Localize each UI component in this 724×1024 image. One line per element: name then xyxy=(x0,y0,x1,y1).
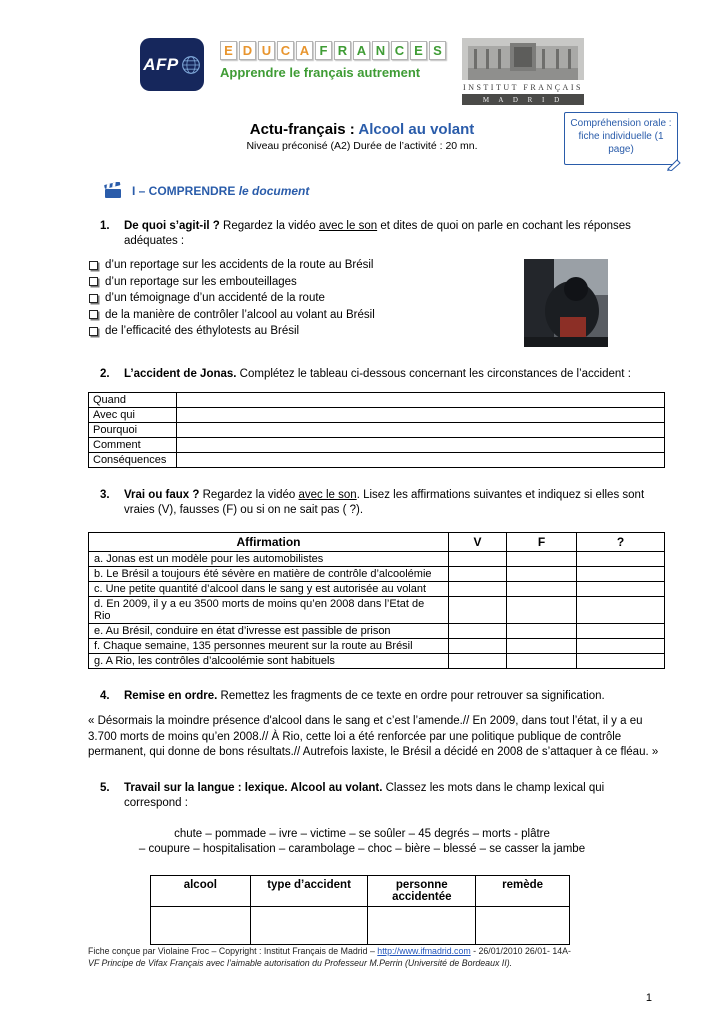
clapperboard-icon xyxy=(104,182,124,199)
letter-box: R xyxy=(334,41,351,60)
checkbox-option[interactable] xyxy=(88,257,524,274)
column-header-alcool: alcool xyxy=(151,875,251,906)
letter-box: E xyxy=(410,41,427,60)
row-label: Pourquoi xyxy=(89,423,177,438)
checkbox-option[interactable] xyxy=(88,307,524,324)
checkbox-option[interactable] xyxy=(88,274,524,291)
footer-credit-line: VF Principe de Vifax Français avec l’aimable autorisation du Professeur M.Perrin (Université de Bordeaux II). xyxy=(88,957,513,968)
letter-box: C xyxy=(277,41,294,60)
empty-cell xyxy=(507,552,577,567)
column-header-f: F xyxy=(507,533,577,552)
question-lead: L’accident de Jonas. xyxy=(124,368,237,380)
word-list xyxy=(0,827,724,857)
ifmadrid-link[interactable]: http://www.ifmadrid.com xyxy=(377,946,471,956)
column-header-unknown: ? xyxy=(577,533,665,552)
row-label: Avec qui xyxy=(89,408,177,423)
affirmation-cell: b. Le Brésil a toujours été sévère en matière de contrôle d’alcoolémie xyxy=(89,567,449,582)
tagline: Apprendre le français autrement xyxy=(220,65,421,80)
question-lead: De quoi s’agit-il ? xyxy=(124,220,220,232)
question-lead: Travail sur la langue : lexique. xyxy=(124,781,288,794)
pen-icon xyxy=(667,158,682,171)
section-heading xyxy=(104,182,724,199)
question-number: 1. xyxy=(100,220,110,232)
true-false-table xyxy=(88,532,665,669)
empty-cell xyxy=(476,906,570,944)
footer-text: Fiche conçue par Violaine Froc – Copyright : Institut Français de Madrid – xyxy=(88,946,378,956)
question-lead-2: Alcool au volant. xyxy=(287,781,383,794)
subtitle: Niveau préconisé (A2) Durée de l’activité : 20 mn. xyxy=(246,140,478,152)
affirmation-cell: d. En 2009, il y a eu 3500 morts de moins qu’en 2008 dans l’Etat de Rio xyxy=(89,597,449,624)
checkbox-icon[interactable] xyxy=(89,327,98,336)
question-5 xyxy=(100,781,662,811)
letter-box: S xyxy=(429,41,446,60)
question-number: 5. xyxy=(100,781,110,794)
title-topic: Alcool au volant xyxy=(358,121,475,138)
letter-box: A xyxy=(353,41,370,60)
question-lead: Remise en ordre. xyxy=(124,690,218,702)
question-number: 3. xyxy=(100,489,110,501)
header xyxy=(0,0,724,105)
table-row xyxy=(89,582,665,597)
empty-cell xyxy=(368,906,476,944)
footer xyxy=(88,946,670,969)
empty-cell xyxy=(577,654,665,669)
option-label: de l’efficacité des éthylotests au Brésil xyxy=(105,325,300,337)
question-2 xyxy=(100,367,662,382)
empty-cell xyxy=(177,438,665,453)
empty-cell xyxy=(577,567,665,582)
table-row xyxy=(89,408,665,423)
option-label: de la manière de contrôler l’alcool au volant au Brésil xyxy=(105,308,375,321)
table-row xyxy=(89,423,665,438)
empty-cell xyxy=(507,582,577,597)
section-label: I – COMPRENDRE xyxy=(132,183,236,198)
empty-cell xyxy=(177,393,665,408)
educafrances-letters xyxy=(220,41,446,60)
comprehension-box-text: Compréhension orale : fiche individuelle (1 page) xyxy=(570,118,672,155)
option-label: d’un témoignage d’un accidenté de la route xyxy=(105,292,325,304)
affirmation-cell: g. A Rio, les contrôles d’alcoolémie sont habituels xyxy=(89,654,449,669)
empty-cell xyxy=(177,408,665,423)
empty-cell xyxy=(577,597,665,624)
accident-table xyxy=(88,392,665,468)
empty-cell xyxy=(449,624,507,639)
footer-text: - 26/01/2010 26/01- 14A- xyxy=(470,946,571,956)
empty-cell xyxy=(577,582,665,597)
empty-cell xyxy=(507,567,577,582)
affirmation-cell: c. Une petite quantité d’alcool dans le sang y est autorisée au volant xyxy=(89,582,449,597)
question-1 xyxy=(100,219,662,249)
question-4 xyxy=(100,689,662,704)
table-header-row xyxy=(89,533,665,552)
checkbox-option[interactable] xyxy=(88,323,524,340)
empty-cell xyxy=(151,906,251,944)
checkbox-icon[interactable] xyxy=(89,261,98,270)
empty-cell xyxy=(449,654,507,669)
checkbox-icon[interactable] xyxy=(89,277,98,286)
table-row xyxy=(89,567,665,582)
table-row xyxy=(89,654,665,669)
globe-icon xyxy=(181,55,201,75)
question-text-part: Remettez les fragments de ce texte en ordre pour retrouver sa signification. xyxy=(217,690,605,702)
empty-cell xyxy=(507,654,577,669)
question-text xyxy=(124,488,662,518)
table-header-row xyxy=(151,875,570,906)
question-text xyxy=(124,367,631,382)
section-label-italic: le document xyxy=(235,183,310,198)
table-row xyxy=(89,438,665,453)
table-row xyxy=(89,552,665,567)
table-row xyxy=(89,453,665,468)
letter-box: E xyxy=(220,41,237,60)
video-still-image xyxy=(524,259,608,347)
checkbox-icon[interactable] xyxy=(89,310,98,319)
building-image xyxy=(462,38,584,80)
empty-cell xyxy=(177,423,665,438)
empty-cell xyxy=(449,639,507,654)
column-header-personne: personne accidentée xyxy=(368,875,476,906)
letter-box: A xyxy=(296,41,313,60)
table-row xyxy=(151,906,570,944)
affirmation-cell: e. Au Brésil, conduire en état d’ivresse est passible de prison xyxy=(89,624,449,639)
letter-box: D xyxy=(239,41,256,60)
empty-cell xyxy=(577,624,665,639)
question-number: 2. xyxy=(100,368,110,380)
column-header-v: V xyxy=(449,533,507,552)
row-label: Quand xyxy=(89,393,177,408)
empty-cell xyxy=(577,552,665,567)
checkbox-list xyxy=(88,257,524,340)
question-text-part: . Lisez les affirmations suivantes et indiquez si elles sont vraies (V), fausses (F) ou si on ne sait pas ( ?). xyxy=(124,489,645,516)
option-label: d’un reportage sur les accidents de la route au Brésil xyxy=(105,259,374,271)
empty-cell xyxy=(577,639,665,654)
title-prefix: Actu-français : xyxy=(249,121,359,138)
institut-name: INSTITUT FRANÇAIS xyxy=(463,83,583,92)
checkbox-option[interactable] xyxy=(88,290,524,307)
question-lead: Vrai ou faux ? xyxy=(124,489,200,501)
letter-box: C xyxy=(391,41,408,60)
table-row xyxy=(89,393,665,408)
letter-box: F xyxy=(315,41,332,60)
table-row xyxy=(89,597,665,624)
affirmation-cell: a. Jonas est un modèle pour les automobilistes xyxy=(89,552,449,567)
q1-options-row xyxy=(88,257,608,347)
comprehension-box xyxy=(564,112,678,165)
empty-cell xyxy=(507,597,577,624)
word-list-line: chute – pommade – ivre – victime – se soûler – 45 degrés – morts - plâtre xyxy=(174,827,550,840)
question-text xyxy=(124,689,605,704)
empty-cell xyxy=(449,597,507,624)
page-number: 1 xyxy=(645,992,652,1004)
afp-logo-text: AFP xyxy=(143,54,179,74)
question-number: 4. xyxy=(100,690,110,702)
word-list-line: – coupure – hospitalisation – carambolage – choc – bière – blessé – se casser la jambe xyxy=(138,842,586,855)
row-label: Conséquences xyxy=(89,453,177,468)
question-text-part: et dites de quoi on parle en cochant les réponses adéquates : xyxy=(124,220,631,247)
empty-cell xyxy=(507,624,577,639)
column-header-accident: type d’accident xyxy=(250,875,368,906)
underlined-text: avec le son xyxy=(298,489,357,501)
column-header-affirmation: Affirmation xyxy=(89,533,449,552)
madrid-bar: M A D R I D xyxy=(462,94,584,105)
empty-cell xyxy=(177,453,665,468)
question-text-part: Complétez le tableau ci-dessous concernant les circonstances de l’accident : xyxy=(236,368,631,380)
question-text-part: Regardez la vidéo xyxy=(219,220,319,232)
option-label: d’un reportage sur les embouteillages xyxy=(105,275,297,288)
question-text xyxy=(124,781,662,811)
letter-box: N xyxy=(372,41,389,60)
empty-cell xyxy=(449,567,507,582)
footer-copyright-line xyxy=(88,946,670,958)
question-text xyxy=(124,219,662,249)
question-3 xyxy=(100,488,662,518)
table-row xyxy=(89,624,665,639)
question-text-part: Regardez la vidéo xyxy=(199,489,299,501)
empty-cell xyxy=(507,639,577,654)
question-text-part: Classez les mots dans le champ lexical qui correspond : xyxy=(124,781,605,809)
empty-cell xyxy=(449,552,507,567)
institut-francais-logo xyxy=(462,38,584,105)
empty-cell xyxy=(250,906,368,944)
underlined-text: avec le son xyxy=(318,220,378,232)
text-fragments-paragraph: « Désormais la moindre présence d'alcool dans le sang et c’est l’amende.// En 2009, dans tout l’état, il y a eu 3.700 morts de moins qu’en 2008.// À Rio, cette loi a été renforcée par une politique publique de contrôle permanent, qui donne de bons résultats.// Autrefois laxiste, le Brésil a décidé en 2008 de s’attaquer à ce fléau. » xyxy=(88,715,659,758)
educafrances-logo xyxy=(220,38,446,80)
empty-cell xyxy=(449,582,507,597)
column-header-remede: remède xyxy=(476,875,570,906)
letter-box: U xyxy=(258,41,275,60)
affirmation-cell: f. Chaque semaine, 135 personnes meurent sur la route au Brésil xyxy=(89,639,449,654)
row-label: Comment xyxy=(89,438,177,453)
lexical-table xyxy=(150,875,570,945)
afp-logo xyxy=(140,38,204,91)
checkbox-icon[interactable] xyxy=(89,294,98,303)
table-row xyxy=(89,639,665,654)
